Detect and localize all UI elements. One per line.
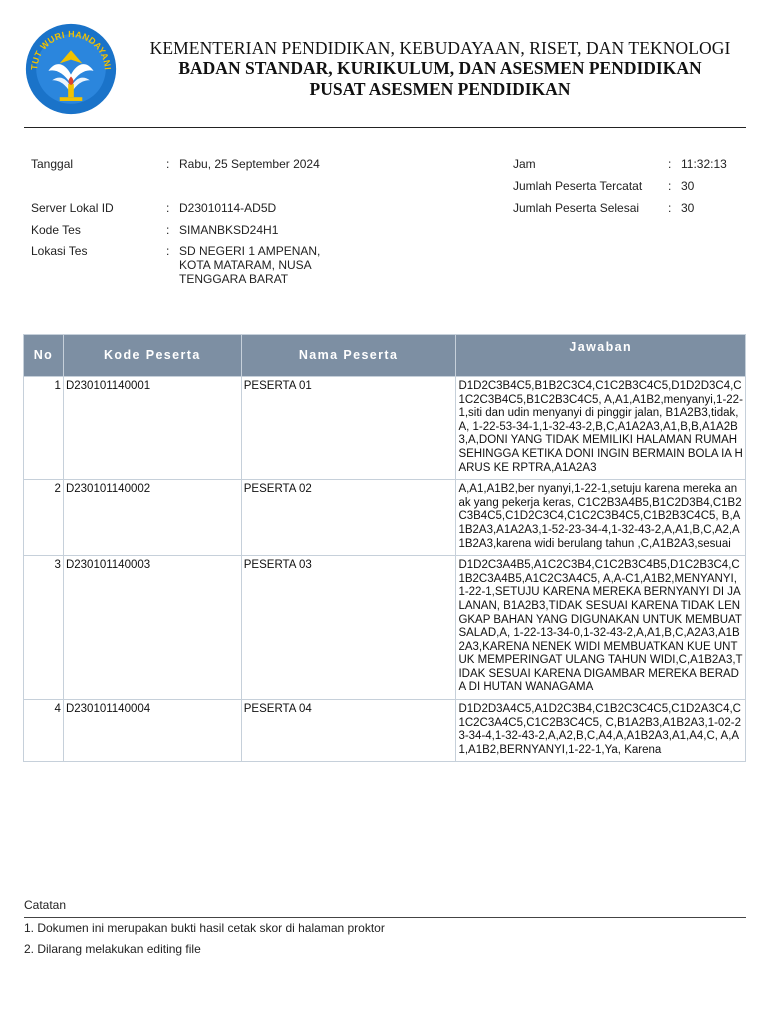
info-jam [513, 157, 746, 173]
participant-code: D230101140004 [63, 700, 241, 762]
info-tanggal [31, 157, 361, 173]
answer-table [23, 334, 746, 762]
info-value: Rabu, 25 September 2024 [179, 157, 320, 171]
participant-code: D230101140001 [63, 377, 241, 480]
participant-code: D230101140002 [63, 480, 241, 556]
note-item: 1. Dokumen ini merupakan bukti hasil cetak skor di halaman proktor [24, 921, 385, 935]
table-header-row [24, 335, 746, 377]
logo-text: TUT WURI HANDAYANI [29, 28, 113, 71]
info-label: Jumlah Peserta Tercatat [513, 179, 643, 193]
info-value: SIMANBKSD24H1 [179, 223, 279, 237]
column-header-no: No [24, 335, 64, 377]
participant-name: PESERTA 03 [241, 556, 456, 700]
info-separator: : [166, 157, 170, 171]
participant-answers: D1D2C3A4B5,A1C2C3B4,C1C2B3C4B5,D1C2B3C4,C1B2C3A4B5,A1C2C3A4C5, A,A-C1,A1B2,MENYANYI,1-22-1,SETUJU KARENA MEREKA BERNYANYI DI JALANAN, B1A2B3,TIDAK SESUAI KARENA TIDAK LENGKAP BAHAN YANG DIGUNAKAN UNTUK MEMBUAT SALAD,A, 1-22-13-34-0,1-32-43-2,A,A1,B,C,A2A3,A1B2A3,KARENA NENEK WIDI MEMBUATKAN KUE UNTUK MEMPERINGAT ULANG TAHUN WIDI,C,A1B2A3,TIDAK SESUAI KARENA DIGAMBAR MEREKA BERADA DI HUTAN WANAGAMA [456, 556, 746, 700]
table-row [24, 377, 746, 480]
notes-section [24, 897, 746, 963]
info-value: D23010114-AD5D [179, 201, 277, 215]
column-header-jawaban: Jawaban [456, 335, 746, 377]
table-row [24, 700, 746, 762]
info-value: SD NEGERI 1 AMPENAN, KOTA MATARAM, NUSA TENGGARA BARAT [179, 244, 321, 286]
info-value: 30 [681, 201, 695, 215]
row-number: 3 [24, 556, 64, 700]
info-server-lokal-id [31, 201, 361, 217]
info-lokasi-tes [31, 244, 361, 290]
participant-name: PESERTA 01 [241, 377, 456, 480]
info-separator: : [166, 201, 170, 215]
tut-wuri-handayani-logo [24, 22, 118, 116]
info-value: 30 [681, 179, 695, 193]
table-row [24, 480, 746, 556]
ministry-name: KEMENTERIAN PENDIDIKAN, KEBUDAYAAN, RISET, DAN TEKNOLOGI [149, 38, 731, 58]
info-label: Jam [513, 157, 536, 171]
notes-divider [24, 917, 746, 918]
row-number: 4 [24, 700, 64, 762]
info-separator: : [668, 157, 672, 171]
note-item: 2. Dilarang melakukan editing file [24, 942, 201, 956]
participant-answers: D1D2D3A4C5,A1D2C3B4,C1B2C3C4C5,C1D2A3C4,C1C2C3A4C5,C1C2B3C4C5, C,B1A2B3,A1B2A3,1-02-23-34-4,1-32-43-2,A,A2,B,C,A4,A,A1B2A3,A1,A4,C, A,A1,A1B2,BERNYANYI,1-22-1,Ya, Karena [456, 700, 746, 762]
info-separator: : [668, 201, 672, 215]
table-row [24, 556, 746, 700]
info-peserta-tercatat [513, 179, 746, 195]
info-label: Lokasi Tes [31, 244, 88, 258]
institution-heading [130, 38, 750, 100]
info-label: Tanggal [31, 157, 74, 171]
participant-answers: A,A1,A1B2,ber nyanyi,1-22-1,setuju karena mereka anak yang pekerja keras, C1C2B3A4B5,B1C2D3B4,C1B2C3B4C5,C1D2C3C4,C1C2C3B4C5,C1B2B3C4C5, B,A1B2A3,A1A2A3,1-52-23-34-4,1-32-43-2,A,A1,B,C,A2,A1B2A3,karena widi berulang tahun ,C,A1B2A3,sesuai [456, 480, 746, 556]
info-value: 11:32:13 [681, 157, 727, 171]
center-name: PUSAT ASESMEN PENDIDIKAN [309, 79, 571, 99]
info-separator: : [166, 223, 170, 237]
info-label: Kode Tes [31, 223, 81, 237]
info-separator: : [166, 244, 170, 258]
report-header [0, 0, 768, 130]
participant-name: PESERTA 04 [241, 700, 456, 762]
info-label: Jumlah Peserta Selesai [513, 201, 640, 215]
header-divider [24, 127, 746, 128]
info-label: Server Lokal ID [31, 201, 114, 215]
info-peserta-selesai [513, 201, 746, 217]
row-number: 2 [24, 480, 64, 556]
info-kode-tes [31, 223, 361, 239]
column-header-nama-peserta: Nama Peserta [241, 335, 456, 377]
participant-name: PESERTA 02 [241, 480, 456, 556]
column-header-kode-peserta: Kode Peserta [63, 335, 241, 377]
participant-answers: D1D2C3B4C5,B1B2C3C4,C1C2B3C4C5,D1D2D3C4,C1C2C3B4C5,B1C2B3C4C5, A,A1,A1B2,menyanyi,1-22-1,siti dan udin menyanyi di pinggir jalan, B1A2B3,tidak,A, 1-22-53-34-1,1-32-43-2,B,C,A1A2A3,A1,B,B,A1A2B3,A,DONI YANG TIDAK MEMILIKI HALAMAN RUMAH SEHINGGA KETIKA DONI INGIN BERMAIN BOLA IA HARUS KE RPTRA,A1A2A3 [456, 377, 746, 480]
agency-name: BADAN STANDAR, KURIKULUM, DAN ASESMEN PENDIDIKAN [178, 58, 702, 78]
info-separator: : [668, 179, 672, 193]
row-number: 1 [24, 377, 64, 480]
notes-title: Catatan [24, 898, 67, 912]
participant-code: D230101140003 [63, 556, 241, 700]
